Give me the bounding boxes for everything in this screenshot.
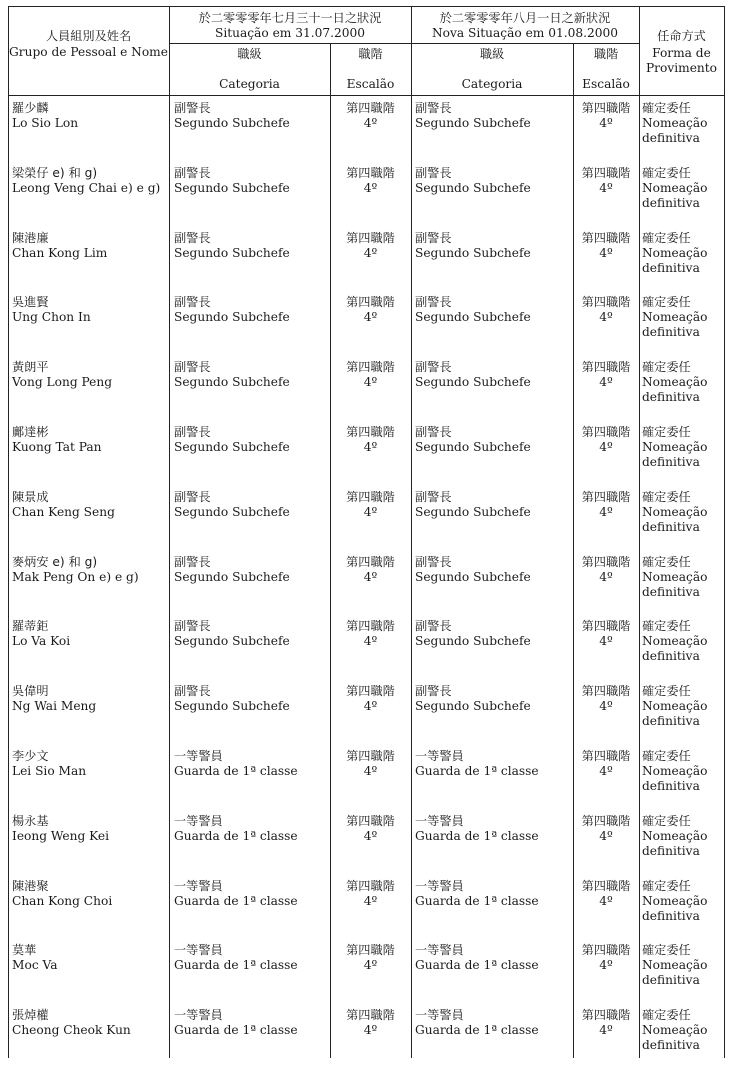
old-echelon: 4º bbox=[363, 180, 378, 195]
old-echelon-zh: 第四職階 bbox=[346, 943, 395, 958]
name-zh: 梁榮仔 e) 和 g) bbox=[12, 165, 98, 180]
old-echelon: 4º bbox=[363, 116, 378, 130]
appointment-zh: 確定委任 bbox=[642, 295, 691, 310]
new-category-zh: 副警長 bbox=[415, 619, 452, 634]
appointment-pt-line1: Nomeação bbox=[642, 180, 708, 195]
new-echelon: 4º bbox=[599, 569, 613, 584]
appointment-zh: 確定委任 bbox=[642, 943, 691, 958]
appointment-header-pt-line1: Forma de bbox=[652, 46, 711, 60]
new-category-pt: Segundo Subchefe bbox=[415, 375, 531, 390]
name-pt: Lo Va Koi bbox=[12, 634, 71, 649]
new-echelon: 4º bbox=[599, 828, 613, 843]
name-pt: Chan Kong Choi bbox=[12, 893, 113, 908]
appointment-zh: 確定委任 bbox=[642, 165, 691, 180]
name-pt: Ung Chon In bbox=[12, 310, 91, 325]
appointment-zh: 確定委任 bbox=[642, 554, 691, 569]
name-zh: 吳進賢 bbox=[12, 295, 49, 310]
new-echelon-zh: 第四職階 bbox=[581, 295, 631, 310]
new-echelon: 4º bbox=[599, 310, 613, 325]
new-category-pt: Segundo Subchefe bbox=[415, 116, 531, 130]
appointment-pt-line2: definitiva bbox=[642, 131, 700, 145]
old-echelon-zh: 第四職階 bbox=[346, 554, 395, 569]
name-zh: 吳偉明 bbox=[12, 684, 49, 699]
old-category-zh: 副警長 bbox=[174, 230, 211, 245]
appointment-zh: 確定委任 bbox=[642, 878, 691, 893]
new-echelon: 4º bbox=[599, 440, 613, 454]
old-category-pt: Segundo Subchefe bbox=[174, 310, 290, 325]
new-category-zh: 副警長 bbox=[415, 684, 452, 699]
table-row bbox=[8, 807, 725, 872]
table-row bbox=[8, 224, 725, 289]
old-echelon-zh: 第四職階 bbox=[346, 619, 395, 634]
old-situation-header-pt: Situação em 31.07.2000 bbox=[215, 26, 365, 40]
appointment-pt-line1: Nomeação bbox=[642, 699, 708, 714]
old-echelon: 4º bbox=[363, 699, 378, 714]
old-echelon-zh: 第四職階 bbox=[346, 684, 395, 699]
old-category-zh: 一等警員 bbox=[174, 813, 223, 828]
old-echelon-header-pt: Escalão bbox=[346, 77, 395, 91]
new-category-zh: 副警長 bbox=[415, 230, 452, 245]
new-situation-header-zh: 於二零零零年八月一日之新狀況 bbox=[439, 11, 611, 25]
old-echelon-zh: 第四職階 bbox=[346, 165, 395, 180]
new-category-pt: Guarda de 1ª classe bbox=[415, 893, 539, 908]
new-category-pt: Segundo Subchefe bbox=[415, 634, 531, 649]
appointment-pt-line2: definitiva bbox=[642, 1038, 700, 1053]
old-echelon-zh: 第四職階 bbox=[346, 489, 395, 504]
new-echelon: 4º bbox=[599, 116, 613, 130]
appointment-pt-line1: Nomeação bbox=[642, 893, 708, 908]
appointment-pt-line2: definitiva bbox=[642, 714, 700, 729]
name-pt: Moc Va bbox=[12, 958, 58, 973]
new-category-pt: Segundo Subchefe bbox=[415, 569, 531, 584]
name-zh: 陳港聚 bbox=[12, 878, 49, 893]
old-category-zh: 一等警員 bbox=[174, 1008, 223, 1023]
table-row bbox=[8, 418, 725, 483]
new-situation-header-pt: Nova Situação em 01.08.2000 bbox=[431, 26, 618, 40]
old-echelon: 4º bbox=[363, 310, 378, 325]
name-zh: 羅蒂鉅 bbox=[12, 619, 49, 634]
new-echelon: 4º bbox=[599, 1023, 613, 1038]
new-category-zh: 一等警員 bbox=[415, 878, 464, 893]
appointment-pt-line1: Nomeação bbox=[642, 569, 708, 584]
appointment-zh: 確定委任 bbox=[642, 101, 691, 115]
new-echelon-zh: 第四職階 bbox=[581, 813, 631, 828]
old-category-zh: 副警長 bbox=[174, 425, 211, 439]
new-echelon: 4º bbox=[599, 245, 613, 260]
appointment-pt-line1: Nomeação bbox=[642, 828, 708, 843]
name-pt: Leong Veng Chai e) e g) bbox=[12, 180, 161, 195]
table-row bbox=[8, 742, 725, 807]
personnel-table bbox=[8, 6, 725, 1058]
old-category-zh: 副警長 bbox=[174, 295, 211, 310]
new-category-pt: Segundo Subchefe bbox=[415, 245, 531, 260]
appointment-zh: 確定委任 bbox=[642, 1008, 691, 1023]
table-row bbox=[8, 353, 725, 418]
name-zh: 莫華 bbox=[12, 943, 37, 958]
old-echelon-zh: 第四職階 bbox=[346, 360, 395, 375]
new-echelon-zh: 第四職階 bbox=[581, 1008, 631, 1023]
appointment-pt-line2: definitiva bbox=[642, 519, 700, 534]
table-row bbox=[8, 288, 725, 353]
old-category-header-zh: 職級 bbox=[237, 47, 262, 61]
appointment-pt-line2: definitiva bbox=[642, 325, 700, 340]
old-echelon: 4º bbox=[363, 764, 378, 778]
appointment-pt-line2: definitiva bbox=[642, 390, 700, 405]
appointment-pt-line1: Nomeação bbox=[642, 634, 708, 649]
new-category-header-zh: 職級 bbox=[479, 47, 505, 61]
new-category-zh: 副警長 bbox=[415, 489, 452, 504]
old-echelon-header-zh: 職階 bbox=[358, 47, 383, 61]
name-zh: 李少文 bbox=[12, 749, 49, 763]
name-pt: Chan Kong Lim bbox=[12, 245, 108, 260]
new-echelon-zh: 第四職階 bbox=[581, 101, 631, 115]
new-echelon-header-pt: Escalão bbox=[582, 77, 630, 91]
old-category-pt: Guarda de 1ª classe bbox=[174, 828, 298, 843]
table-row bbox=[8, 936, 725, 1001]
new-echelon-zh: 第四職階 bbox=[581, 943, 631, 958]
name-pt: Ng Wai Meng bbox=[12, 699, 97, 714]
appointment-pt-line2: definitiva bbox=[642, 649, 700, 664]
old-category-pt: Segundo Subchefe bbox=[174, 440, 290, 454]
appointment-pt-line1: Nomeação bbox=[642, 958, 708, 973]
new-category-pt: Segundo Subchefe bbox=[415, 504, 531, 519]
appointment-zh: 確定委任 bbox=[642, 425, 691, 439]
old-category-zh: 副警長 bbox=[174, 684, 211, 699]
new-echelon: 4º bbox=[599, 504, 613, 519]
old-echelon-zh: 第四職階 bbox=[346, 878, 395, 893]
new-echelon-zh: 第四職階 bbox=[581, 360, 631, 375]
old-category-zh: 副警長 bbox=[174, 489, 211, 504]
new-echelon: 4º bbox=[599, 699, 613, 714]
appointment-zh: 確定委任 bbox=[642, 619, 691, 634]
appointment-pt-line1: Nomeação bbox=[642, 310, 708, 325]
new-category-zh: 一等警員 bbox=[415, 1008, 464, 1023]
old-category-zh: 副警長 bbox=[174, 554, 211, 569]
old-category-zh: 副警長 bbox=[174, 101, 211, 115]
old-category-zh: 一等警員 bbox=[174, 943, 223, 958]
new-category-pt: Segundo Subchefe bbox=[415, 180, 531, 195]
old-situation-header-zh: 於二零零零年七月三十一日之狀況 bbox=[198, 11, 382, 25]
new-echelon-zh: 第四職階 bbox=[581, 749, 631, 763]
old-category-pt: Guarda de 1ª classe bbox=[174, 764, 298, 778]
name-group-header-zh: 人員組別及姓名 bbox=[45, 29, 132, 43]
old-echelon: 4º bbox=[363, 375, 378, 390]
table-header bbox=[8, 6, 725, 96]
old-category-pt: Segundo Subchefe bbox=[174, 634, 290, 649]
new-category-zh: 副警長 bbox=[415, 165, 452, 180]
new-category-zh: 副警長 bbox=[415, 360, 452, 375]
header-divider bbox=[169, 43, 639, 44]
old-echelon-zh: 第四職階 bbox=[346, 230, 395, 245]
name-pt: Vong Long Peng bbox=[12, 375, 113, 390]
old-echelon: 4º bbox=[363, 634, 378, 649]
appointment-zh: 確定委任 bbox=[642, 684, 691, 699]
appointment-header-zh: 任命方式 bbox=[657, 29, 706, 43]
appointment-pt-line2: definitiva bbox=[642, 584, 700, 599]
old-category-zh: 一等警員 bbox=[174, 749, 223, 763]
new-category-pt: Segundo Subchefe bbox=[415, 440, 531, 454]
old-category-pt: Segundo Subchefe bbox=[174, 699, 290, 714]
new-echelon: 4º bbox=[599, 958, 613, 973]
appointment-zh: 確定委任 bbox=[642, 749, 691, 763]
appointment-zh: 確定委任 bbox=[642, 230, 691, 245]
name-zh: 楊永基 bbox=[12, 813, 49, 828]
old-category-pt: Guarda de 1ª classe bbox=[174, 958, 298, 973]
old-category-pt: Segundo Subchefe bbox=[174, 116, 290, 130]
new-category-pt: Guarda de 1ª classe bbox=[415, 828, 539, 843]
old-category-zh: 副警長 bbox=[174, 360, 211, 375]
old-category-zh: 一等警員 bbox=[174, 878, 223, 893]
appointment-pt-line2: definitiva bbox=[642, 455, 700, 469]
new-category-header-pt: Categoria bbox=[461, 77, 523, 91]
old-echelon-zh: 第四職階 bbox=[346, 1008, 395, 1023]
new-echelon-zh: 第四職階 bbox=[581, 489, 631, 504]
old-echelon: 4º bbox=[363, 958, 378, 973]
appointment-pt-line2: definitiva bbox=[642, 973, 700, 988]
name-zh: 陳港廉 bbox=[12, 230, 49, 245]
old-category-pt: Segundo Subchefe bbox=[174, 245, 290, 260]
new-category-pt: Guarda de 1ª classe bbox=[415, 1023, 539, 1038]
name-pt: Chan Keng Seng bbox=[12, 504, 115, 519]
new-echelon: 4º bbox=[599, 180, 613, 195]
appointment-pt-line2: definitiva bbox=[642, 779, 700, 793]
appointment-pt-line1: Nomeação bbox=[642, 245, 708, 260]
appointment-pt-line1: Nomeação bbox=[642, 440, 708, 454]
old-echelon: 4º bbox=[363, 893, 378, 908]
table-row bbox=[8, 548, 725, 613]
appointment-zh: 確定委任 bbox=[642, 813, 691, 828]
old-echelon: 4º bbox=[363, 245, 378, 260]
table-row bbox=[8, 677, 725, 742]
new-category-zh: 副警長 bbox=[415, 554, 452, 569]
table-row bbox=[8, 612, 725, 677]
old-echelon: 4º bbox=[363, 828, 378, 843]
old-echelon: 4º bbox=[363, 504, 378, 519]
old-echelon-zh: 第四職階 bbox=[346, 813, 395, 828]
new-echelon-header-zh: 職階 bbox=[593, 47, 619, 61]
name-group-header-pt: Grupo de Pessoal e Nome bbox=[9, 45, 168, 59]
old-category-header-pt: Categoria bbox=[219, 77, 280, 91]
appointment-header-pt-line2: Provimento bbox=[645, 61, 717, 75]
name-zh: 鄺達彬 bbox=[12, 425, 49, 439]
old-echelon-zh: 第四職階 bbox=[346, 101, 395, 115]
name-pt: Ieong Weng Kei bbox=[12, 828, 110, 843]
appointment-pt-line1: Nomeação bbox=[642, 764, 708, 778]
new-echelon: 4º bbox=[599, 764, 613, 778]
new-echelon: 4º bbox=[599, 893, 613, 908]
appointment-pt-line2: definitiva bbox=[642, 843, 700, 858]
name-pt: Kuong Tat Pan bbox=[12, 440, 102, 454]
old-echelon-zh: 第四職階 bbox=[346, 295, 395, 310]
old-category-pt: Segundo Subchefe bbox=[174, 180, 290, 195]
new-echelon-zh: 第四職階 bbox=[581, 425, 631, 439]
appointment-pt-line2: definitiva bbox=[642, 260, 700, 275]
new-echelon-zh: 第四職階 bbox=[581, 230, 631, 245]
table-row bbox=[8, 94, 725, 159]
old-category-pt: Segundo Subchefe bbox=[174, 504, 290, 519]
new-echelon-zh: 第四職階 bbox=[581, 619, 631, 634]
table-row bbox=[8, 1001, 725, 1066]
new-echelon-zh: 第四職階 bbox=[581, 165, 631, 180]
new-category-pt: Guarda de 1ª classe bbox=[415, 764, 539, 778]
old-echelon: 4º bbox=[363, 569, 378, 584]
appointment-pt-line1: Nomeação bbox=[642, 375, 708, 390]
appointment-pt-line1: Nomeação bbox=[642, 1023, 708, 1038]
appointment-pt-line1: Nomeação bbox=[642, 504, 708, 519]
name-zh: 黃朗平 bbox=[12, 360, 49, 375]
name-pt: Lei Sio Man bbox=[12, 764, 87, 778]
old-category-pt: Segundo Subchefe bbox=[174, 375, 290, 390]
table-border-right bbox=[724, 7, 725, 95]
new-category-pt: Guarda de 1ª classe bbox=[415, 958, 539, 973]
new-category-zh: 一等警員 bbox=[415, 749, 464, 763]
old-echelon-zh: 第四職階 bbox=[346, 425, 395, 439]
new-echelon-zh: 第四職階 bbox=[581, 554, 631, 569]
old-echelon-zh: 第四職階 bbox=[346, 749, 395, 763]
name-pt: Mak Peng On e) e g) bbox=[12, 569, 139, 584]
name-zh: 羅少麟 bbox=[12, 101, 49, 115]
name-zh: 麥炳安 e) 和 g) bbox=[12, 554, 98, 569]
appointment-zh: 確定委任 bbox=[642, 360, 691, 375]
new-category-pt: Segundo Subchefe bbox=[415, 310, 531, 325]
new-category-zh: 一等警員 bbox=[415, 943, 464, 958]
name-zh: 陳景成 bbox=[12, 489, 49, 504]
appointment-pt-line2: definitiva bbox=[642, 908, 700, 923]
name-pt: Lo Sio Lon bbox=[12, 116, 79, 130]
old-category-pt: Guarda de 1ª classe bbox=[174, 893, 298, 908]
appointment-pt-line1: Nomeação bbox=[642, 116, 708, 130]
old-category-zh: 副警長 bbox=[174, 165, 211, 180]
new-category-zh: 一等警員 bbox=[415, 813, 464, 828]
new-echelon: 4º bbox=[599, 634, 613, 649]
name-zh: 張焯權 bbox=[12, 1008, 49, 1023]
new-category-zh: 副警長 bbox=[415, 101, 452, 115]
table-row bbox=[8, 872, 725, 937]
appointment-zh: 確定委任 bbox=[642, 489, 691, 504]
table-body bbox=[8, 94, 725, 1058]
table-row bbox=[8, 483, 725, 548]
new-echelon-zh: 第四職階 bbox=[581, 684, 631, 699]
new-echelon: 4º bbox=[599, 375, 613, 390]
new-category-zh: 副警長 bbox=[415, 425, 452, 439]
old-category-pt: Guarda de 1ª classe bbox=[174, 1023, 298, 1038]
new-category-zh: 副警長 bbox=[415, 295, 452, 310]
name-pt: Cheong Cheok Kun bbox=[12, 1023, 131, 1038]
old-echelon: 4º bbox=[363, 440, 378, 454]
old-category-pt: Segundo Subchefe bbox=[174, 569, 290, 584]
old-category-zh: 副警長 bbox=[174, 619, 211, 634]
new-echelon-zh: 第四職階 bbox=[581, 878, 631, 893]
new-category-pt: Segundo Subchefe bbox=[415, 699, 531, 714]
old-echelon: 4º bbox=[363, 1023, 378, 1038]
appointment-pt-line2: definitiva bbox=[642, 195, 700, 210]
table-row bbox=[8, 159, 725, 224]
